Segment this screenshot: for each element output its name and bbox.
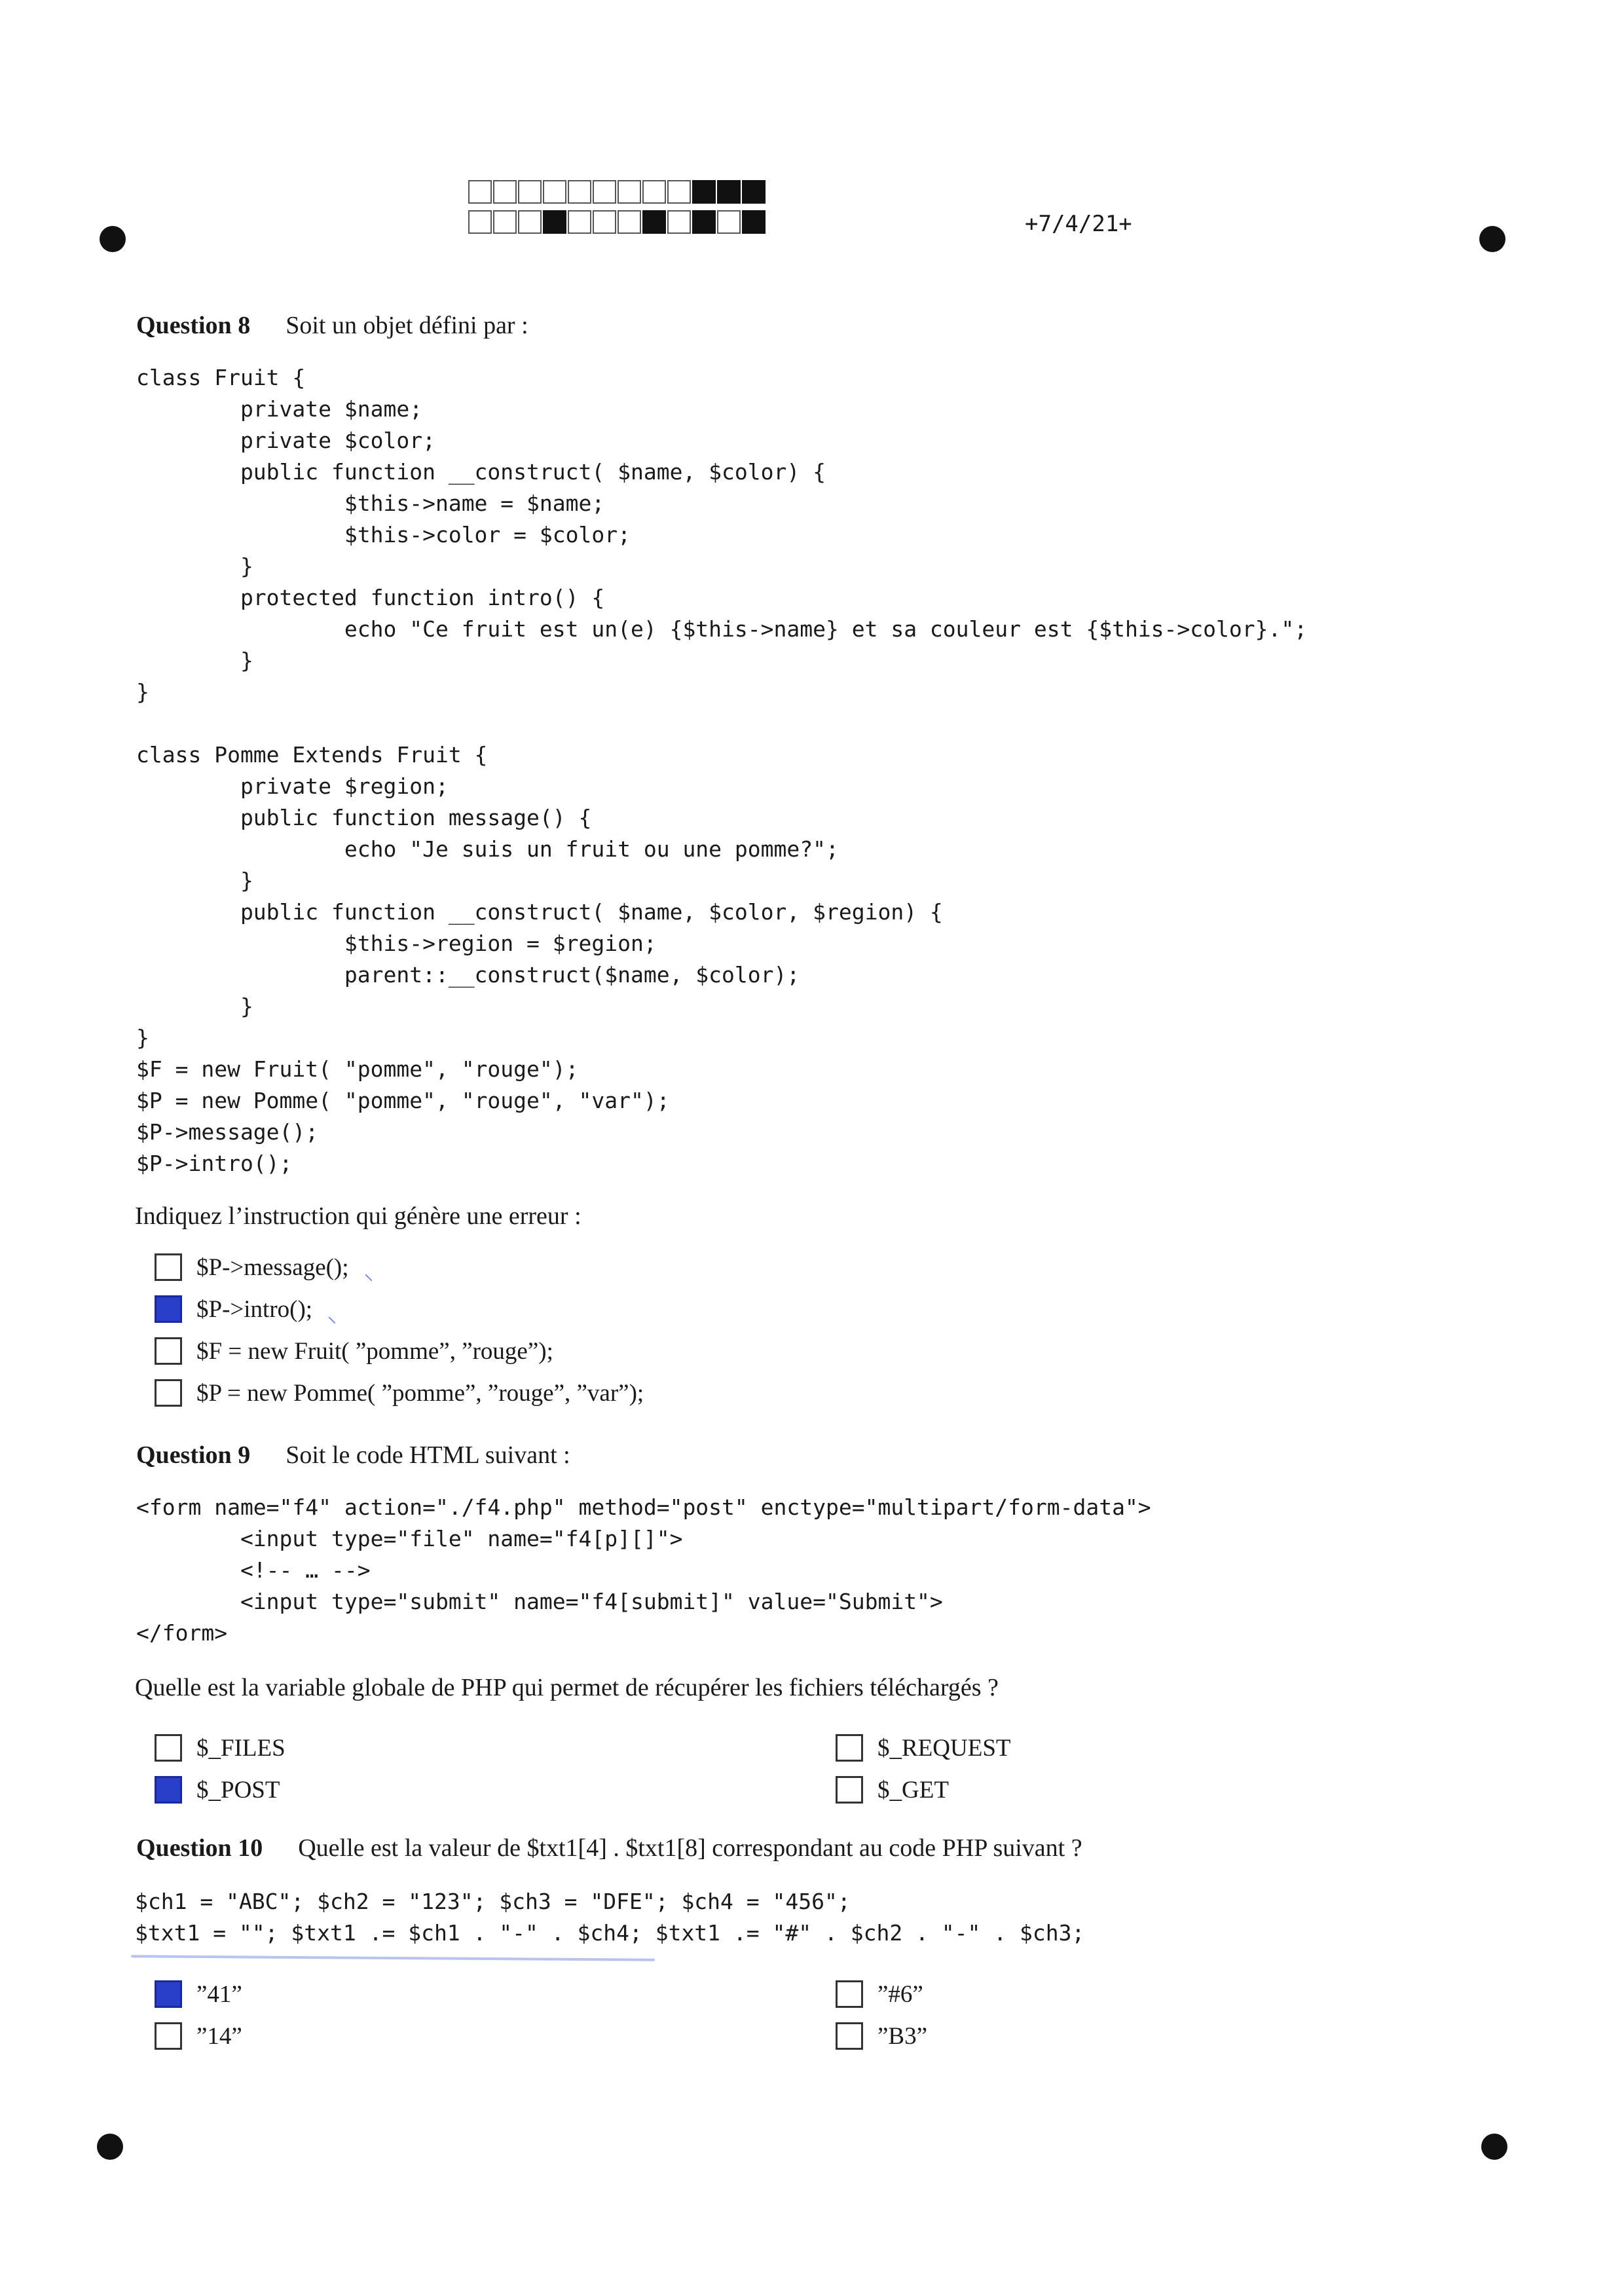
code-line: } xyxy=(240,868,253,893)
barcode-cell xyxy=(543,180,566,204)
question-8-code xyxy=(136,362,1307,1179)
question-8-title: Soit un objet défini par : xyxy=(286,312,528,339)
question-9-prompt: Quelle est la variable globale de PHP qui permet de récupérer les fichiers téléchargés ? xyxy=(135,1674,999,1701)
checkbox[interactable] xyxy=(155,1295,182,1323)
code-line: echo "Ce fruit est un(e) {$this->name} et sa couleur est {$this->color}."; xyxy=(344,616,1308,642)
question-9-title: Soit le code HTML suivant : xyxy=(286,1441,570,1469)
question-10-title: Quelle est la valeur de $txt1[4] . $txt1[8] correspondant au code PHP suivant ? xyxy=(298,1834,1082,1862)
code-line: class Pomme Extends Fruit { xyxy=(136,742,488,768)
code-line: } xyxy=(240,553,253,579)
checkbox[interactable] xyxy=(155,1734,182,1762)
option-label: $P = new Pomme( ”pomme”, ”rouge”, ”var”); xyxy=(196,1379,644,1407)
code-line: $this->region = $region; xyxy=(344,931,657,956)
registration-dot-top-right xyxy=(1479,226,1505,252)
code-line: $P->intro(); xyxy=(136,1151,293,1176)
pen-underline-mark xyxy=(131,1955,655,1961)
pen-tick-mark: ⸜ xyxy=(327,1306,337,1326)
code-line: } xyxy=(136,1025,149,1050)
question-8-option-2[interactable] xyxy=(155,1293,312,1325)
checkbox[interactable] xyxy=(155,1379,182,1407)
checkbox[interactable] xyxy=(155,1253,182,1281)
barcode-cell xyxy=(717,180,741,204)
question-9-code xyxy=(136,1492,1151,1649)
code-line: <input type="file" name="f4[p][]"> xyxy=(240,1526,683,1551)
question-8-number: Question 8 xyxy=(136,312,251,339)
question-9-heading xyxy=(136,1441,570,1470)
barcode-cell xyxy=(493,210,517,234)
checkbox[interactable] xyxy=(836,1980,863,2008)
barcode-cell xyxy=(618,180,641,204)
barcode-cell xyxy=(468,210,492,234)
code-line: <!-- … --> xyxy=(240,1557,371,1583)
code-line: parent::__construct($name, $color); xyxy=(344,962,800,988)
code-line: private $region; xyxy=(240,773,449,799)
question-8-heading xyxy=(136,311,528,340)
code-line: private $name; xyxy=(240,396,423,422)
barcode-cell xyxy=(493,180,517,204)
barcode-cell xyxy=(518,210,542,234)
registration-dot-top-left xyxy=(100,226,126,252)
barcode-cell xyxy=(593,180,616,204)
option-label: $_GET xyxy=(877,1776,949,1804)
question-9-option-get[interactable] xyxy=(836,1773,949,1806)
code-line: <input type="submit" name="f4[submit]" value="Submit"> xyxy=(240,1589,943,1614)
question-9-option-post[interactable] xyxy=(155,1773,280,1806)
option-label: ”41” xyxy=(196,1980,242,2008)
registration-dot-bottom-left xyxy=(97,2134,123,2160)
code-line: $this->name = $name; xyxy=(344,491,605,516)
question-10-option-14[interactable] xyxy=(155,2020,242,2052)
code-line: $txt1 = ""; $txt1 .= $ch1 . "-" . $ch4; $txt1 .= "#" . $ch2 . "-" . $ch3; xyxy=(135,1920,1085,1946)
question-10-option-41[interactable] xyxy=(155,1978,242,2010)
barcode-cell xyxy=(642,210,666,234)
code-line: } xyxy=(240,648,253,673)
barcode-cell xyxy=(568,180,591,204)
question-8-option-1[interactable] xyxy=(155,1251,349,1284)
question-10-heading xyxy=(136,1834,1082,1862)
option-label: $F = new Fruit( ”pomme”, ”rouge”); xyxy=(196,1337,553,1365)
pen-tick-mark: ⸜ xyxy=(364,1263,374,1284)
barcode-cell xyxy=(692,180,716,204)
barcode-cell xyxy=(742,210,766,234)
code-line: protected function intro() { xyxy=(240,585,605,610)
code-line: echo "Je suis un fruit ou une pomme?"; xyxy=(344,836,839,862)
barcode-cell xyxy=(543,210,566,234)
code-line: public function __construct( $name, $color) { xyxy=(240,459,826,485)
option-label: ”#6” xyxy=(877,1980,923,2008)
barcode-cell xyxy=(618,210,641,234)
question-8-option-4[interactable] xyxy=(155,1377,644,1409)
checkbox[interactable] xyxy=(836,2022,863,2050)
checkbox[interactable] xyxy=(155,1776,182,1804)
code-line: public function __construct( $name, $color, $region) { xyxy=(240,899,943,925)
code-line: $F = new Fruit( "pomme", "rouge"); xyxy=(136,1056,579,1082)
checkbox[interactable] xyxy=(836,1776,863,1804)
barcode-cell xyxy=(717,210,741,234)
option-label: $_FILES xyxy=(196,1734,286,1762)
code-line: $ch1 = "ABC"; $ch2 = "123"; $ch3 = "DFE"; $ch4 = "456"; xyxy=(135,1889,851,1914)
question-10-option-hash6[interactable] xyxy=(836,1978,923,2010)
code-line: </form> xyxy=(136,1620,228,1646)
question-8-option-3[interactable] xyxy=(155,1335,553,1367)
barcode-cell xyxy=(742,180,766,204)
code-line: public function message() { xyxy=(240,805,592,830)
barcode-cell xyxy=(667,180,691,204)
barcode-cell xyxy=(593,210,616,234)
question-9-option-files[interactable] xyxy=(155,1731,286,1764)
checkbox[interactable] xyxy=(155,1980,182,2008)
barcode-cell xyxy=(468,180,492,204)
barcode-cell xyxy=(518,180,542,204)
question-10-number: Question 10 xyxy=(136,1834,263,1862)
question-8-prompt: Indiquez l’instruction qui génère une erreur : xyxy=(135,1202,581,1230)
code-line: <form name="f4" action="./f4.php" method="post" enctype="multipart/form-data"> xyxy=(136,1494,1151,1520)
registration-dot-bottom-right xyxy=(1481,2134,1507,2160)
barcode-cell xyxy=(568,210,591,234)
question-9-option-request[interactable] xyxy=(836,1731,1011,1764)
code-line: $P = new Pomme( "pomme", "rouge", "var"); xyxy=(136,1088,670,1113)
option-label: $P->intro(); xyxy=(196,1295,313,1323)
page-identifier: +7/4/21+ xyxy=(1025,211,1132,237)
code-line: } xyxy=(240,993,253,1019)
option-label: ”14” xyxy=(196,2022,242,2050)
option-label: $P->message(); xyxy=(196,1253,349,1281)
barcode-cell xyxy=(667,210,691,234)
barcode-cell xyxy=(642,180,666,204)
code-line: $P->message(); xyxy=(136,1119,319,1145)
option-label: ”B3” xyxy=(877,2022,928,2050)
question-10-option-b3[interactable] xyxy=(836,2020,927,2052)
checkbox[interactable] xyxy=(836,1734,863,1762)
barcode-cell xyxy=(692,210,716,234)
option-label: $_POST xyxy=(196,1776,280,1804)
code-line: $this->color = $color; xyxy=(344,522,631,547)
option-label: $_REQUEST xyxy=(877,1734,1011,1762)
question-9-number: Question 9 xyxy=(136,1441,251,1469)
code-line: class Fruit { xyxy=(136,365,306,390)
code-line: private $color; xyxy=(240,428,435,453)
checkbox[interactable] xyxy=(155,2022,182,2050)
question-10-code xyxy=(135,1886,1084,1949)
checkbox[interactable] xyxy=(155,1337,182,1365)
code-line: } xyxy=(136,679,149,705)
